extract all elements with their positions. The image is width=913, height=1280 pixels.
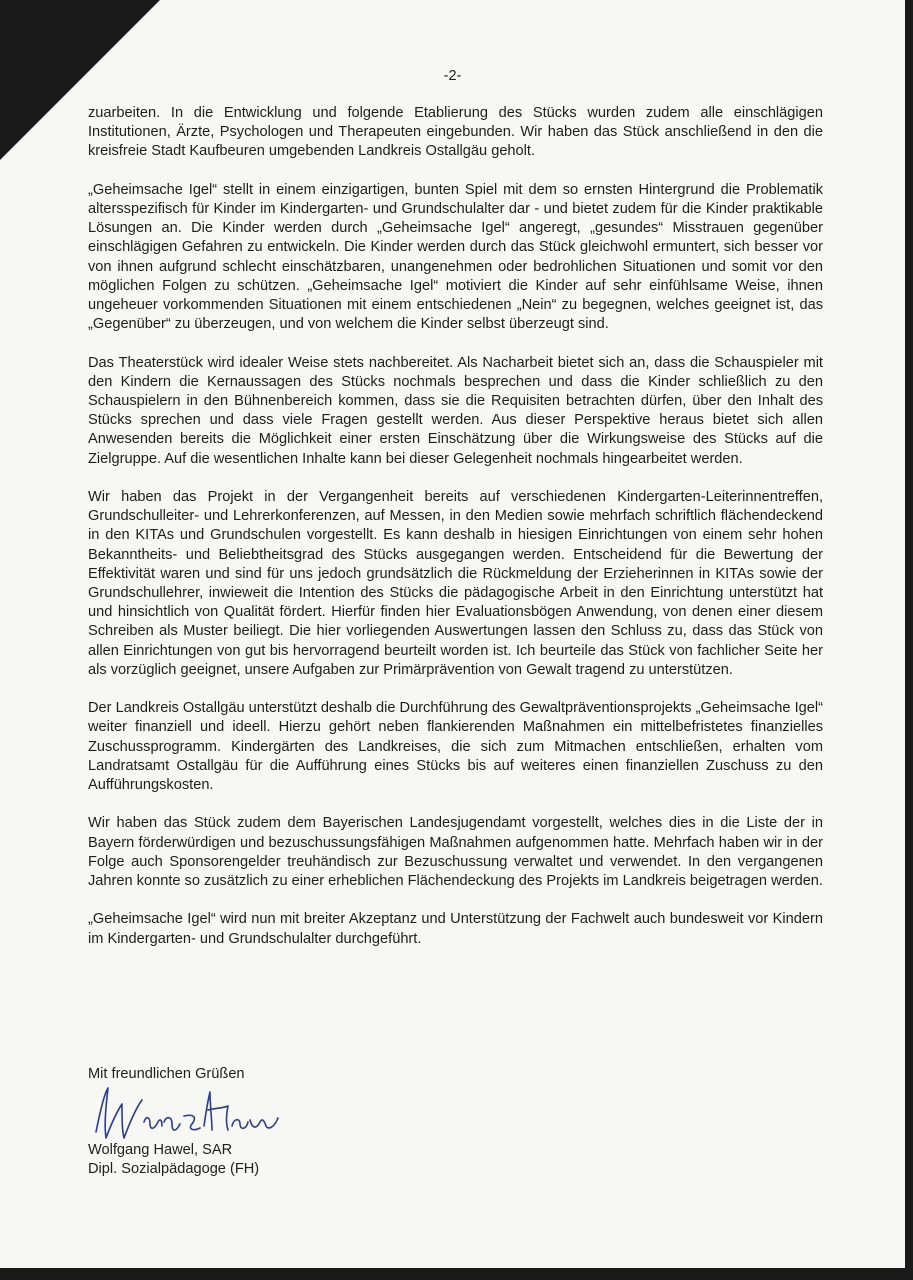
page-number: -2- (443, 68, 462, 84)
paragraph-5: Der Landkreis Ostallgäu unterstützt deshalb die Durchführung des Gewaltpräventionsprojekts „Geheimsache Igel“ weiter finanziell und ideell. Hierzu gehört neben flankierenden Maßnahmen ein mittelbefristetes finanzielles Zuschussprogramm. Kindergärten des Landkreises, die sich zum Mitmachen entschließen, erhalten vom Landratsamt Ostallgäu für die Aufführung eines Stücks bis auf weiteres einen finanziellen Zuschuss zu den Aufführungskosten. (88, 700, 823, 794)
closing-salutation: Mit freundlichen Grüßen (88, 1066, 245, 1082)
paragraph-6: Wir haben das Stück zudem dem Bayerischen Landesjugendamt vorgestellt, welches dies in die Liste der in Bayern förderwürdigen und bezuschussungsfähigen Maßnahmen aufgenommen hatte. Mehrfach haben wir in der Folge auch Sponsorengelder treuhändisch zur Bezuschussung verwaltet und verwendet. In den vergangenen Jahren konnte so zusätzlich zu einer erheblichen Flächendeckung des Projekts im Landkreis beigetragen werden. (88, 815, 823, 890)
signature-block (88, 1141, 259, 1179)
letter-body (88, 104, 823, 968)
paragraph-4: Wir haben das Projekt in der Vergangenheit bereits auf verschiedenen Kindergarten-Leiterinnentreffen, Grundschulleiter- und Lehrerkonferenzen, auf Messen, in den Medien sowie mehrfach schriftlich flächendeckend in den KITAs und Grundschulen vorgestellt. Es kann deshalb in hiesigen Einrichtungen von einem sehr hohen Bekanntheits- und Beliebtheitsgrad des Stücks ausgegangen werden. Entscheidend für die Bewertung der Effektivität waren und sind für uns jedoch grundsätzlich die Rückmeldung der Erzieherinnen in KITAs sowie der Grundschullehrer, inwieweit die Intention des Stücks die pädagogische Arbeit in den Einrichtung unterstützt hat und hinsichtlich von Qualität fördert. Hierfür finden hier Evaluationsbögen Anwendung, von denen einer diesem Schreiben als Muster beiliegt. Die hier vorliegenden Auswertungen lassen den Schluss zu, dass das Stück von allen Einrichtungen von gut bis hervorragend beurteilt worden ist. Ich beurteile das Stück von fachlicher Seite her als vorzüglich geeignet, unsere Aufgaben zur Primärprävention von Gewalt tragend zu unterstützen. (88, 489, 823, 678)
paragraph-2: „Geheimsache Igel“ stellt in einem einzigartigen, bunten Spiel mit dem so ernsten Hintergrund die Problematik altersspezifisch für Kinder im Kindergarten- und Grundschulalter dar - und bietet zudem für die Kinder praktikable Lösungen an. Die Kinder werden durch „Geheimsache Igel“ angeregt, „gesundes“ Misstrauen gegenüber einschlägigen Gefahren zu entwickeln. Die Kinder werden durch das Stück gleichwohl ermuntert, sich besser vor von ihnen aufgrund schlecht einschätzbaren, unangenehmen oder bedrohlichen Situationen und somit vor den möglichen Folgen zu schützen. „Geheimsache Igel“ motiviert die Kinder auf sehr einfühlsame Weise, ihnen ungeheuer vorkommenden Situationen mit einem entschiedenen „Nein“ zu begegnen, welches geeignet ist, das „Gegenüber“ zu überzeugen, und von welchem die Kinder selbst überzeugt sind. (88, 181, 823, 333)
paragraph-3: Das Theaterstück wird idealer Weise stets nachbereitet. Als Nacharbeit bietet sich an, dass die Schauspieler mit den Kindern die Kernaussagen des Stücks nochmals besprechen und dass die Kinder schließlich zu den Schauspielern in den Bühnenbereich kommen, dass sie die Requisiten betrachten dürfen, über den Inhalt des Stücks sprechen und dass viele Fragen gestellt werden. Aus dieser Perspektive heraus bietet sich allen Anwesenden bereits die Möglichkeit einer ersten Einschätzung über die Wirkungsweise des Stücks auf die Zielgruppe. Auf die wesentlichen Inhalte kann bei dieser Gelegenheit nochmals hingearbeitet werden. (88, 354, 823, 467)
paragraph-1: zuarbeiten. In die Entwicklung und folgende Etablierung des Stücks wurden zudem alle einschlägigen Institutionen, Ärzte, Psychologen und Therapeuten eingebunden. Wir haben das Stück anschließend in den die kreisfreie Stadt Kaufbeuren umgebenden Landkreis Ostallgäu geholt. (88, 105, 823, 160)
paragraph-7: „Geheimsache Igel“ wird nun mit breiter Akzeptanz und Unterstützung der Fachwelt auch bundesweit vor Kindern im Kindergarten- und Grundschulalter durchgeführt. (88, 911, 823, 947)
signer-title: Dipl. Sozialpädagoge (FH) (88, 1161, 260, 1178)
signer-name: Wolfgang Hawel, SAR (88, 1142, 233, 1158)
